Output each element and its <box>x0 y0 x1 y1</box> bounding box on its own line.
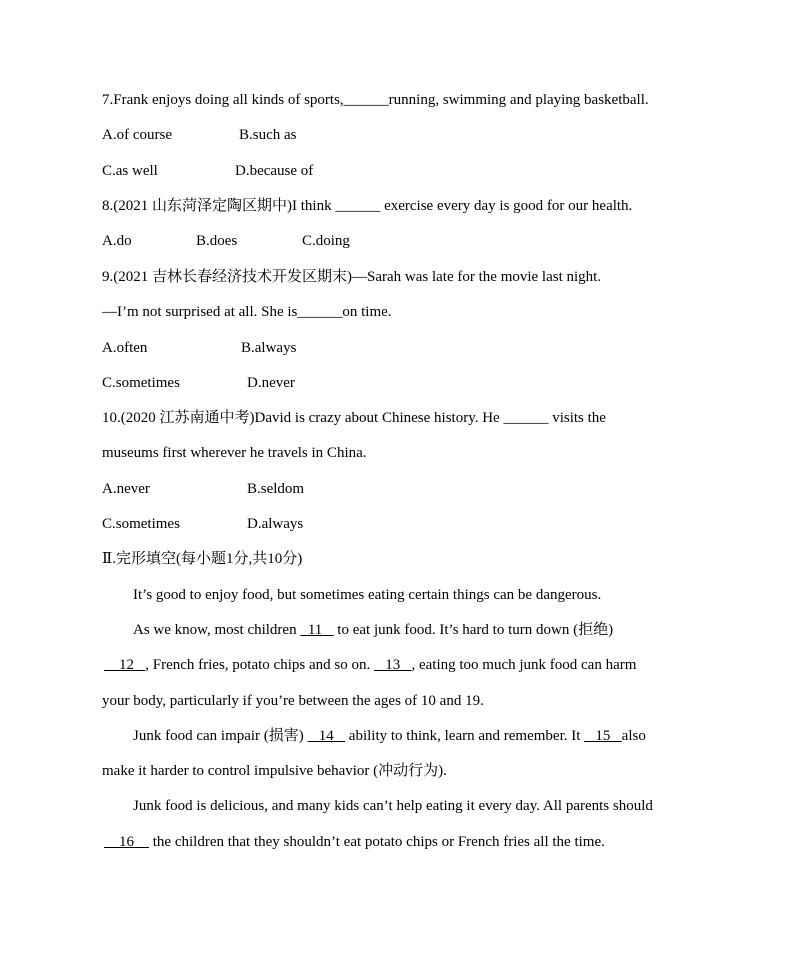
q8-option-b: B.does <box>196 233 238 249</box>
q10-option-c: C.sometimes <box>102 516 180 532</box>
question-9-stem: 9.(2021 吉林长春经济技术开发区期末)—Sarah was late for the movie last night. <box>102 269 602 285</box>
blank-number: 11 <box>307 622 323 638</box>
question-7-stem: 7.Frank enjoys doing all kinds of sports,______running, swimming and playing basketball. <box>102 92 649 108</box>
question-10-stem-line2: museums first wherever he travels in China. <box>102 445 367 461</box>
passage-line-2 <box>133 621 613 639</box>
blank-number: 14 <box>318 728 334 744</box>
blank-15 <box>584 728 622 744</box>
blank-11 <box>300 622 333 638</box>
passage-line-6: make it harder to control impulsive behavior (冲动行为). <box>102 763 447 779</box>
q9-option-b: B.always <box>241 340 297 356</box>
passage-line-1: It’s good to enjoy food, but sometimes eating certain things can be dangerous. <box>133 587 602 603</box>
blank-number: 13 <box>385 657 401 673</box>
question-9-stem-line2: —I’m not surprised at all. She is______on time. <box>102 304 392 320</box>
q7-option-b: B.such as <box>239 127 297 143</box>
section-heading: Ⅱ.完形填空(每小题1分,共10分) <box>102 551 303 567</box>
q7-option-d: D.because of <box>235 163 314 179</box>
q9-option-d: D.never <box>247 375 295 391</box>
passage-text: , eating too much junk food can harm <box>411 657 637 673</box>
passage-line-5 <box>133 727 646 745</box>
passage-line-4: your body, particularly if you’re between the ages of 10 and 19. <box>102 693 484 709</box>
passage-line-3 <box>104 656 636 674</box>
passage-line-8 <box>104 833 605 851</box>
q10-option-d: D.always <box>247 516 304 532</box>
blank-16 <box>104 834 149 850</box>
q8-option-a: A.do <box>102 233 132 249</box>
passage-text: to eat junk food. It’s hard to turn down (拒绝) <box>333 622 614 638</box>
passage-text: also <box>621 728 646 744</box>
q9-option-a: A.often <box>102 340 148 356</box>
blank-12 <box>104 657 145 673</box>
passage-text: Junk food can impair (损害) <box>133 728 308 744</box>
passage-text: , French fries, potato chips and so on. <box>145 657 374 673</box>
q10-option-b: B.seldom <box>247 481 305 497</box>
q8-option-c: C.doing <box>302 233 350 249</box>
blank-number: 12 <box>119 657 134 673</box>
passage-text: As we know, most children <box>133 622 301 638</box>
blank-number: 15 <box>595 728 611 744</box>
q7-option-a: A.of course <box>102 127 172 143</box>
passage-text: ability to think, learn and remember. It <box>345 728 585 744</box>
passage-text: the children that they shouldn’t eat potato chips or French fries all the time. <box>149 834 605 850</box>
passage-line-7: Junk food is delicious, and many kids can’t help eating it every day. All parents should <box>133 798 653 814</box>
q7-option-c: C.as well <box>102 163 158 179</box>
question-8-stem: 8.(2021 山东菏泽定陶区期中)I think ______ exercise every day is good for our health. <box>102 198 633 214</box>
q9-option-c: C.sometimes <box>102 375 180 391</box>
blank-number: 16 <box>119 834 134 850</box>
question-10-stem: 10.(2020 江苏南通中考)David is crazy about Chinese history. He ______ visits the <box>102 410 606 426</box>
blank-13 <box>374 657 412 673</box>
q10-option-a: A.never <box>102 481 150 497</box>
blank-14 <box>308 728 346 744</box>
